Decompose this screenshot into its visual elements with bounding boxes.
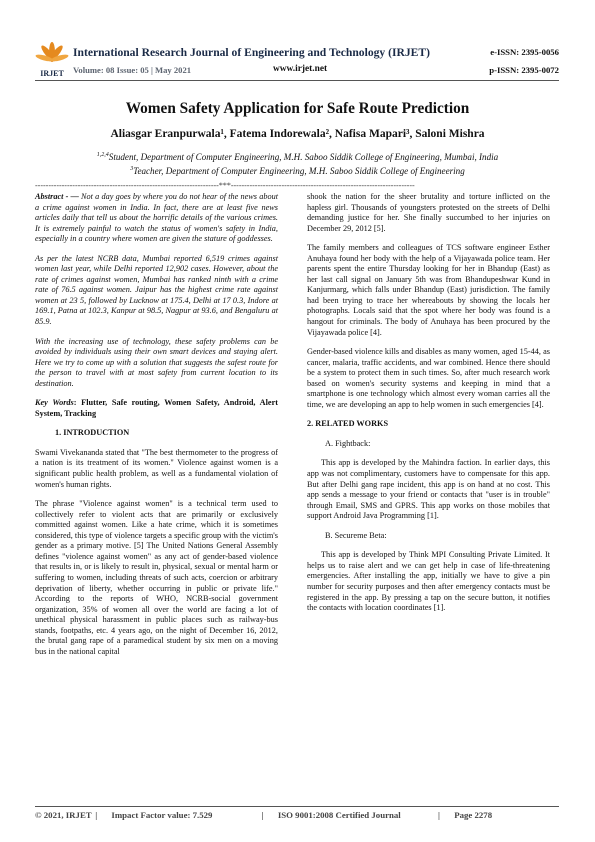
keywords: Key Words: Flutter, Safe routing, Women Safety, Android, Alert System, Tracking xyxy=(35,398,278,418)
body-paragraph: Gender-based violence kills and disables as many women, aged 15-44, as cancer, malaria, traffic accidents, and war combined. Hence there should be a system to protect them in such times. So, after much research work based on women's security systems and keeping in mind that a smartphone is one technology which almost every woman carries all the time, we are developing an app to help women in such emergencies [4]. xyxy=(307,347,550,409)
abstract-paragraph: As per the latest NCRB data, Mumbai reported 6,519 crimes against women last year, while Delhi reported 12,902 cases. However, about the rate of crimes against women, Mumbai has ranked ninth with a crime rate of 76.5 against women. Jaipur has the highest crime rate against women at 23 5, followed by Lucknow at 175.4, Delhi at 17 0.3, Indore at 169.1, Patna at 102.3, Kanpur at 98.5, Nagpur at 93.6, and Bengaluru at 85.9. xyxy=(35,253,278,327)
section-separator: ---------------------------------------------------------------------***--------------------------------------------------------------------- xyxy=(35,181,415,190)
body-paragraph: This app is developed by the Mahindra faction. In earlier days, this app was not complimentary, customers have to compensate for this app. But after Delhi gang rape incident, this app is on hand at no cost. This app sends a message to your friend or contacts that "user is in trouble" through Email, SMS and GPRS. This app works on those mobiles that support Android Java Programming [1]. xyxy=(307,458,550,521)
section-heading-introduction: 1. INTRODUCTION xyxy=(55,428,130,438)
header-rule xyxy=(35,80,559,81)
subsection-heading: A. Fightback: xyxy=(325,438,371,448)
journal-name: International Research Journal of Engineering and Technology (IRJET) xyxy=(73,46,430,59)
affiliation-2: $^3$Teacher, Department of Computer Engineering, M.H. Saboo Siddik College of Engineering xyxy=(130,166,465,177)
footer-impact-factor: Impact Factor value: 7.529 xyxy=(111,810,213,820)
left-column xyxy=(35,192,278,666)
body-paragraph: This app is developed by Think MPI Consulting Private Limited. It helps us to raise alert and we can get help in case of life-threatening emergencies. After installing the app, initially we have to give a pin number for security purposes and then after emergency contacts must be registered in the app. By pressing a tap on the secure button, it notifies the contacts with location coordinates [1]. xyxy=(307,550,550,613)
e-issn: e-ISSN: 2395-0056 xyxy=(490,47,559,57)
body-paragraph: Swami Vivekananda stated that "The best thermometer to the progress of a nation is its treatment of its women." Violence against women is a significant public health problem, as well as a fundamental violation of women's human rights. xyxy=(35,447,278,489)
abstract-paragraph: With the increasing use of technology, these safety problems can be avoided by individuals using their own smart devices and staying alert. Here we try to come up with a solution that suggests the safest route for the person to travel with at most safety from current location to its destination. xyxy=(35,336,278,388)
body-paragraph: shook the nation for the sheer brutality and torture inflicted on the hapless girl. Thousands of youngsters protested on the streets of Delhi demanding justice for her. She finally succumbed to her injuries on December 29, 2012 [5]. xyxy=(307,192,550,233)
abstract: Abstract - — Not a day goes by where you do not hear of the news about a crime against women in India. In fact, there are at least five news articles daily that tell us about the horrific details of the various crimes. It is extremely painful to watch the status of women's safety in India, especially in a country where women are given the stature of goddesses. xyxy=(35,192,278,244)
affiliation-1: $^{1,2,4}$Student, Department of Computer Engineering, M.H. Saboo Siddik College of Engineering, Mumbai, India xyxy=(96,152,499,163)
volume-issue: Volume: 08 Issue: 05 | May 2021 xyxy=(73,65,192,75)
footer-iso: ISO 9001:2008 Certified Journal xyxy=(277,810,401,820)
page-footer: © 2021, IRJET | Impact Factor value: 7.529 | ISO 9001:2008 Certified Journal | Page 2278 xyxy=(35,806,559,820)
subsection-heading: B. Secureme Beta: xyxy=(325,530,387,540)
section-heading-related-works: 2. RELATED WORKS xyxy=(307,419,389,429)
right-column xyxy=(307,192,550,623)
svg-text:IRJET: IRJET xyxy=(40,69,64,78)
page-header xyxy=(35,38,559,78)
paper-title: Women Safety Application for Safe Route Prediction xyxy=(125,100,470,117)
p-issn: p-ISSN: 2395-0072 xyxy=(489,65,559,75)
body-paragraph: The family members and colleagues of TCS software engineer Esther Anuhaya found her body with the help of a Vijayawada police team. Her parents spent the entire Thursday looking for her in Bhandup (East) as her last call signal on January 5th was from Bhandupeshwar Kund in Kanjurmarg, which falls under Bhandup (East) jurisdiction. The family had been trying to trace her whereabouts by showing the locals her photographs. Locals said that the spot where her body was found is a hangout for criminals. The body of Anuhaya has been procured by the Vijayawada police [4]. xyxy=(307,243,550,337)
footer-copyright: © 2021, IRJET xyxy=(35,810,92,820)
irjet-logo-icon xyxy=(35,38,69,78)
page-number: Page 2278 xyxy=(454,810,493,820)
journal-website: www.irjet.net xyxy=(273,64,328,74)
body-paragraph: The phrase "Violence against women" is a technical term used to collectively refer to violent acts that are primarily or exclusively committed against women. Like a hate crime, which it is sometimes considered, this type of violence targets a specific group with the victim's gender as a primary motive. [5] The United Nations General Assembly defines "violence against women" as any act of gender-based violence that results in, or is likely to result in, physical, sexual or mental harm or suffering to women, including threats of such acts, coercion or arbitrary deprivation of liberty, whether occurring in public or private life." According to the reports of WHO, NCRB-social government organization, 35% of women all over the world are facing a lot of unethical physical harassment in public places such as railway-bus stands, footpaths, etc. 4 years ago, on the night of December 16, 2012, the brutal gang rape of a paramedical student by six men on a moving bus in the national capital xyxy=(35,499,278,656)
author-list: Aliasgar Eranpurwala¹, Fatema Indorewala², Nafisa Mapari³, Saloni Mishra xyxy=(110,128,485,140)
